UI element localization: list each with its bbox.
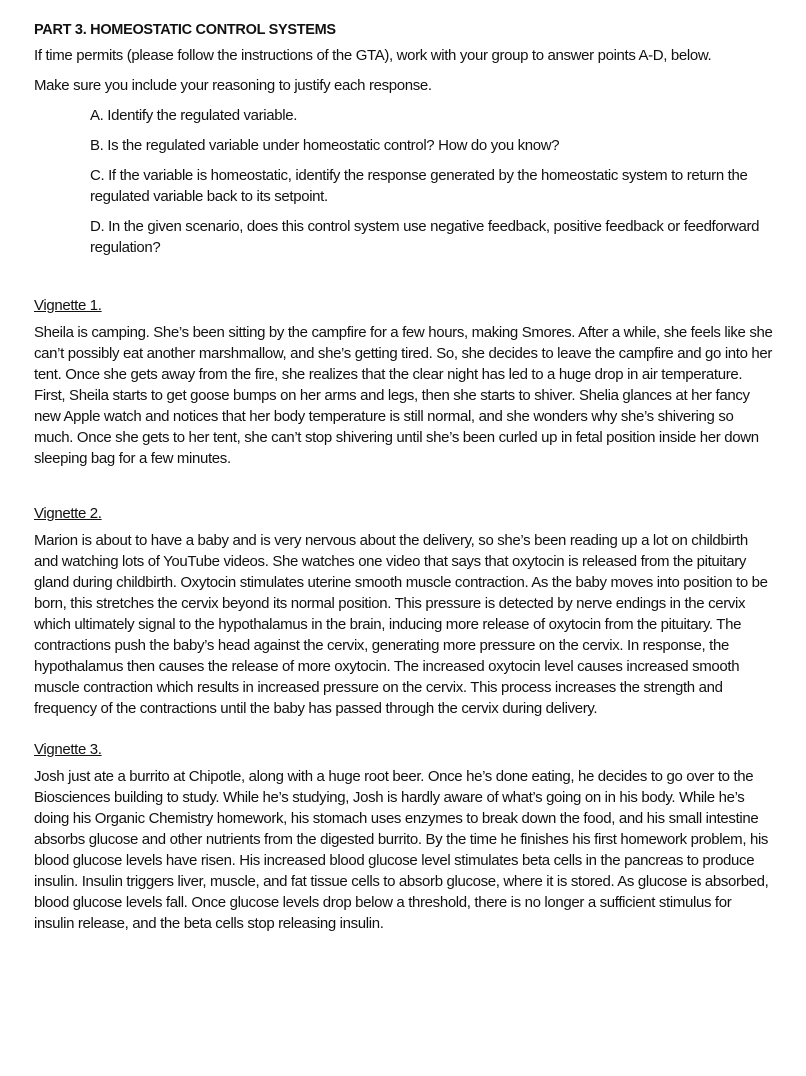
question-c: C. If the variable is homeostatic, identify the response generated by the homeostatic system to return the regulated variable back to its setpoint.: [90, 167, 748, 205]
document-page: [34, 22, 774, 934]
vignette-2-text: Marion is about to have a baby and is very nervous about the delivery, so she’s been reading up a lot on childbirth and watching lots of YouTube videos. She watches one video that says that oxytocin is released from the pituitary gland during childbirth. Oxytocin stimulates uterine smooth muscle contraction. As the baby moves into position to be born, this stretches the cervix beyond its normal position. This pressure is detected by nerve endings in the cervix which ultimately signal to the hypothalamus in the brain, inducing more release of oxytocin from the pituitary. The contractions push the baby’s head against the cervix, generating more pressure on the cervix. In response, the hypothalamus then causes the release of more oxytocin. The increased oxytocin level causes increased smooth muscle contraction which results in increased pressure on the cervix. This process increases the strength and frequency of the contractions until the baby has passed through the cervix during delivery.: [34, 532, 768, 717]
vignette-3-text: Josh just ate a burrito at Chipotle, along with a huge root beer. Once he’s done eating, he decides to go over to the Biosciences building to study. While he’s studying, Josh is hardly aware of what’s going on in his body. While he’s doing his Organic Chemistry homework, his stomach uses enzymes to break down the food, and his small intestine absorbs glucose and other nutrients from the digested burrito. By the time he finishes his first homework problem, his blood glucose levels have risen. His increased blood glucose level stimulates beta cells in the pancreas to produce insulin. Insulin triggers liver, muscle, and fat tissue cells to absorb glucose, where it is stored. As glucose is absorbed, blood glucose levels fall. Once glucose levels drop below a threshold, there is no longer a sufficient stimulus for insulin release, and the beta cells stop releasing insulin.: [34, 768, 769, 932]
question-d: D. In the given scenario, does this control system use negative feedback, positive feedback or feedforward regulation?: [90, 218, 760, 256]
intro-instructions: If time permits (please follow the instructions of the GTA), work with your group to answer points A-D, below.: [34, 47, 712, 64]
vignette-1-text: Sheila is camping. She’s been sitting by the campfire for a few hours, making Smores. After a while, she feels like she can’t possibly eat another marshmallow, and she’s getting tired. So, she decides to leave the campfire and go into her tent. Once she gets away from the fire, she realizes that the clear night has led to a huge drop in air temperature. First, Sheila starts to get goose bumps on her arms and legs, then she starts to shiver. Shelia glances at her fancy new Apple watch and notices that her body temperature is still normal, and she wonders why she’s shivering so much. Once she gets to her tent, she can’t stop shivering until she’s been curled up in fetal position inside her down sleeping bag for a few minutes.: [34, 324, 773, 467]
page-title: PART 3. HOMEOSTATIC CONTROL SYSTEMS: [34, 22, 336, 38]
intro-reasoning: Make sure you include your reasoning to justify each response.: [34, 77, 432, 94]
question-a: A. Identify the regulated variable.: [90, 107, 298, 124]
vignette-3-heading: Vignette 3.: [34, 741, 102, 758]
vignette-1-heading: Vignette 1.: [34, 297, 102, 314]
question-b: B. Is the regulated variable under homeostatic control? How do you know?: [90, 137, 560, 154]
vignette-2-heading: Vignette 2.: [34, 505, 102, 522]
